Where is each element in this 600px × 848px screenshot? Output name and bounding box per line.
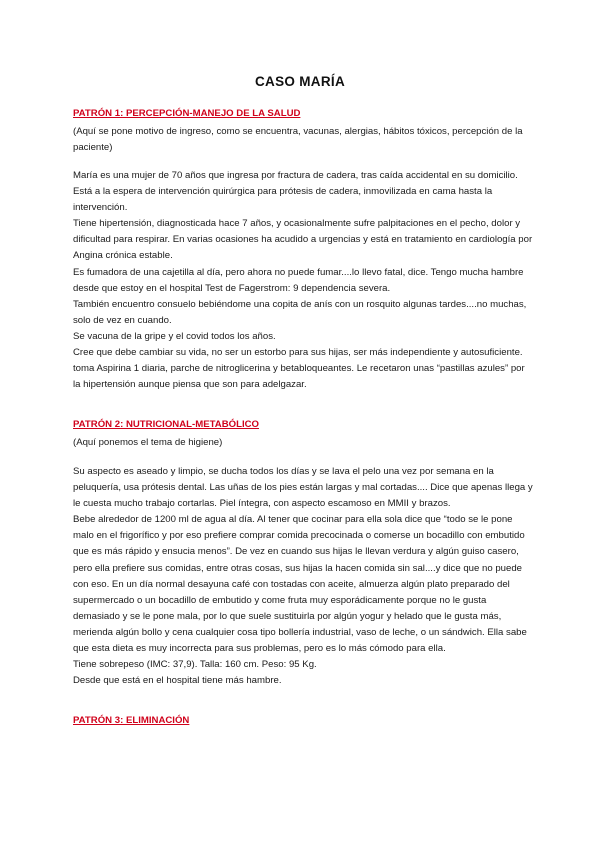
- paragraph: Tiene sobrepeso (IMC: 37,9). Talla: 160 cm. Peso: 95 Kg.: [73, 659, 317, 671]
- paragraph: Se vacuna de la gripe y el covid todos los años.: [73, 330, 276, 342]
- paragraph: Su aspecto es aseado y limpio, se ducha todos los días y se lava el pelo una vez por semana en la peluquería, usa prótesis dental. Las uñas de los pies están largas y mal cortadas.... Dice que apenas llega y le cuesta mucho trabajo cortarlas. Piel íntegra, con aspecto escamoso en MMII y brazos.: [73, 466, 533, 510]
- paragraph: María es una mujer de 70 años que ingresa por fractura de cadera, tras caída accidental en su domicilio. Está a la espera de intervención quirúrgica para prótesis de cadera, inmovilizada en cama hasta la intervención.: [73, 170, 518, 214]
- section-heading-patron-3: PATRÓN 3: ELIMINACIÓN: [73, 715, 190, 726]
- section-body-patron-1: [73, 168, 533, 393]
- paragraph: toma Aspirina 1 diaria, parche de nitroglicerina y betabloqueantes. Le recetaron unas “pastillas azules” por la hipertensión aunque piensa que son para adelgazar.: [73, 363, 525, 391]
- document-title: CASO MARÍA: [255, 74, 345, 89]
- section-heading-patron-1: PATRÓN 1: PERCEPCIÓN-MANEJO DE LA SALUD: [73, 108, 301, 119]
- section-body-patron-2: [73, 464, 533, 689]
- section-heading-patron-2: PATRÓN 2: NUTRICIONAL-METABÓLICO: [73, 419, 259, 430]
- paragraph: Desde que está en el hospital tiene más hambre.: [73, 675, 282, 687]
- paragraph: Cree que debe cambiar su vida, no ser un estorbo para sus hijas, ser más independiente y autosuficiente.: [73, 347, 523, 359]
- paragraph: Bebe alrededor de 1200 ml de agua al día. Al tener que cocinar para ella sola dice que “todo se le pone malo en el frigorífico y por eso prefiere comprar comida precocinada o comerse un bocadillo con embutido que es más rápido y ensucia menos”. De vez en cuando sus hijas le llevan verdura y algún guiso casero, pero ella prefiere sus comidas, entre otras cosas, sus hijas la hacen comida sin sal....y dice que no puede con eso. En un día normal desayuna café con tostadas con aceite, almuerza algún plato preparado del supermercado o un bocadillo de embutido y come fruta muy esporádicamente porque no le gusta demasiado y se le pone mala, por lo que suele sustituirla por algún yogur y helado que le gusta más, merienda algún bollo y cena cualquier cosa tipo bollería industrial, vaso de leche, o un sándwich. Ella sabe que esta dieta es muy incorrecta para sus problemas, pero es lo más cómodo para ella.: [73, 514, 527, 655]
- paragraph: Tiene hipertensión, diagnosticada hace 7 años, y ocasionalmente sufre palpitaciones en el pecho, dolor y dificultad para respirar. En varias ocasiones ha acudido a urgencias y está en tratamiento en cardiología por Angina crónica estable.: [73, 218, 533, 262]
- section-subtitle-patron-2: (Aquí ponemos el tema de higiene): [73, 437, 223, 448]
- paragraph: Es fumadora de una cajetilla al día, pero ahora no puede fumar....lo llevo fatal, dice. Tengo mucha hambre desde que estoy en el hospital Test de Fagerstrom: 9 dependencia severa.: [73, 266, 524, 294]
- section-subtitle-patron-1: (Aquí se pone motivo de ingreso, como se encuentra, vacunas, alergias, hábitos tóxicos, percepción de la paciente): [73, 126, 523, 153]
- paragraph: También encuentro consuelo bebiéndome una copita de anís con un rosquito algunas tardes....no muchas, solo de vez en cuando.: [73, 298, 527, 326]
